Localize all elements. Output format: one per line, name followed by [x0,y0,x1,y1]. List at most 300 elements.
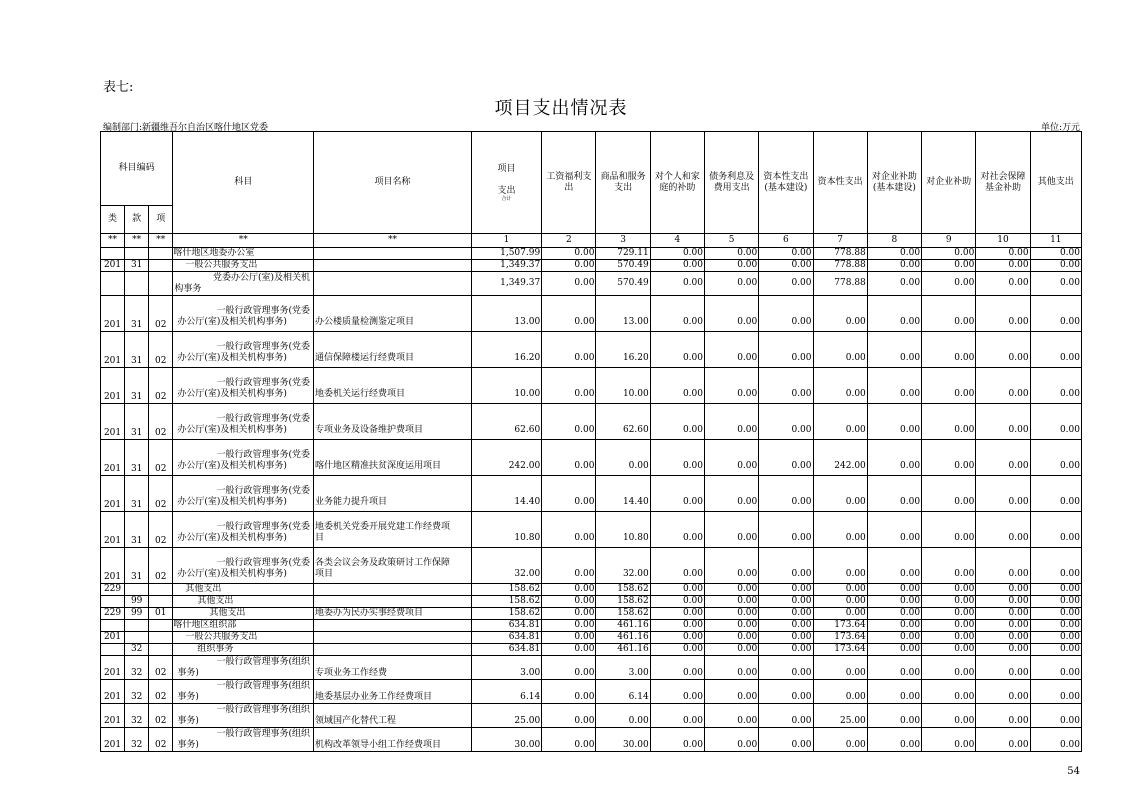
code-xiang [149,272,173,296]
code-kuan [125,632,149,644]
subject-cell: 一般公共服务支出 [173,632,314,644]
amount-cell: 778.88 [813,248,867,260]
amount-cell: 0.00 [542,440,596,476]
header-xiang: 项 [149,206,173,234]
project-name-cell: 机构改革领导小组工作经费项目 [314,728,472,752]
project-line-1: 专项业务及设备维护费项目 [315,425,424,435]
code-kuan: 31 [125,260,149,272]
amount-cell: 10.00 [596,368,650,404]
subject-cell [173,272,314,296]
header-kuan: 款 [125,206,149,234]
code-lei [101,596,125,608]
code-xiang: 02 [149,476,173,512]
amount-cell: 0.00 [922,368,976,404]
amount-cell: 0.00 [650,296,704,332]
amount-cell: 158.62 [596,608,650,620]
amount-cell: 0.00 [813,332,867,368]
table-row [101,548,1082,584]
amount-cell: 13.00 [596,296,650,332]
project-name-cell [314,620,472,632]
amount-cell: 0.00 [542,644,596,656]
code-xiang [149,620,173,632]
code-lei: 201 [101,656,125,680]
amount-cell: 0.00 [813,404,867,440]
subject-cell [173,680,314,704]
header-col: 商品和服务支出 [596,132,650,234]
amount-cell: 0.00 [759,440,813,476]
amount-cell: 0.00 [542,596,596,608]
code-kuan: 31 [125,404,149,440]
amount-cell: 173.64 [813,632,867,644]
code-xiang [149,644,173,656]
project-name-cell [314,272,472,296]
amount-cell: 0.00 [542,512,596,548]
subject-cell: 喀什地区组织部 [173,620,314,632]
subject-line-1: 一般行政管理事务(党委 [216,522,311,532]
amount-cell: 0.00 [867,608,921,620]
table-row [101,476,1082,512]
code-xiang: 02 [149,548,173,584]
amount-cell: 0.00 [650,272,704,296]
header-total-sub: 合计 [501,195,512,202]
column-index: 9 [922,234,976,248]
amount-cell: 0.00 [1030,440,1081,476]
table-number: 表七: [103,80,134,95]
project-name-cell [314,248,472,260]
amount-cell: 0.00 [542,632,596,644]
amount-cell: 570.49 [596,272,650,296]
code-kuan: 32 [125,728,149,752]
subject-cell [173,404,314,440]
amount-cell: 0.00 [867,296,921,332]
amount-cell: 0.00 [650,332,704,368]
amount-cell: 0.00 [759,656,813,680]
code-xiang [149,260,173,272]
subject-cell: 一般公共服务支出 [173,260,314,272]
subject-line-2: 办公厅(室)及相关机构事务) [177,461,287,471]
amount-cell: 0.00 [976,476,1030,512]
amount-cell: 0.00 [1030,584,1081,596]
code-xiang: 02 [149,332,173,368]
amount-cell: 0.00 [759,620,813,632]
amount-cell: 158.62 [596,596,650,608]
amount-cell: 0.00 [542,584,596,596]
amount-cell: 461.16 [596,632,650,644]
amount-cell: 0.00 [704,656,758,680]
amount-cell: 0.00 [704,404,758,440]
subject-line-2: 事务) [177,716,199,726]
amount-cell: 0.00 [976,332,1030,368]
amount-cell: 0.00 [1030,608,1081,620]
amount-cell: 0.00 [976,704,1030,728]
amount-cell: 0.00 [867,728,921,752]
project-name-cell: 专项业务工作经费 [314,656,472,680]
subject-line-1: 一般行政管理事务(党委 [216,342,311,352]
project-line-1: 各类会议会务及政策研讨工作保障 [315,558,451,568]
unit-label: 单位:万元 [1040,123,1080,133]
subject-line-2: 事务) [177,692,199,702]
amount-cell: 0.00 [976,656,1030,680]
amount-cell: 0.00 [813,512,867,548]
amount-cell: 158.62 [471,608,541,620]
code-lei: 229 [101,584,125,596]
amount-cell: 0.00 [1030,704,1081,728]
project-line-1: 地委机关党委开展党建工作经费项 [315,522,451,532]
amount-cell: 0.00 [704,608,758,620]
amount-cell: 0.00 [922,404,976,440]
amount-cell: 0.00 [542,476,596,512]
project-name-cell: 地委办为民办实事经费项目 [314,608,472,620]
table-row [101,644,1082,656]
subject-cell [173,728,314,752]
amount-cell: 0.00 [922,728,976,752]
amount-cell: 0.00 [922,644,976,656]
amount-cell: 0.00 [650,476,704,512]
amount-cell: 0.00 [976,608,1030,620]
amount-cell: 0.00 [976,440,1030,476]
amount-cell: 461.16 [596,620,650,632]
code-lei: 201 [101,728,125,752]
amount-cell: 0.00 [922,296,976,332]
amount-cell: 0.00 [759,596,813,608]
subject-line-2: 办公厅(室)及相关机构事务) [177,569,287,579]
amount-cell: 0.00 [1030,404,1081,440]
code-xiang: 01 [149,608,173,620]
header-col: 资本性支出(基本建设) [759,132,813,234]
amount-cell: 0.00 [867,512,921,548]
table-row [101,632,1082,644]
amount-cell: 0.00 [704,680,758,704]
subject-cell [173,512,314,548]
subject-cell: 喀什地区地委办公室 [173,248,314,260]
code-kuan: 31 [125,512,149,548]
subject-line-2: 办公厅(室)及相关机构事务) [177,533,287,543]
amount-cell: 0.00 [542,728,596,752]
amount-cell: 0.00 [976,584,1030,596]
code-kuan [125,272,149,296]
code-kuan: 99 [125,596,149,608]
code-xiang [149,632,173,644]
amount-cell: 0.00 [922,248,976,260]
project-line-2: 目 [315,533,325,543]
amount-cell: 0.00 [650,608,704,620]
amount-cell: 0.00 [922,656,976,680]
amount-cell: 0.00 [542,656,596,680]
subject-cell [173,368,314,404]
amount-cell: 0.00 [650,596,704,608]
amount-cell: 0.00 [596,704,650,728]
amount-cell: 173.64 [813,644,867,656]
subject-line-1: 一般行政管理事务(党委 [216,414,311,424]
project-name-cell [314,548,472,584]
amount-cell: 0.00 [542,680,596,704]
table-row [101,584,1082,596]
project-name-cell [314,296,472,332]
subject-line-1: 一般行政管理事务(党委 [216,306,311,316]
amount-cell: 0.00 [867,584,921,596]
amount-cell: 32.00 [596,548,650,584]
code-xiang: 02 [149,704,173,728]
code-lei: 201 [101,512,125,548]
amount-cell: 0.00 [759,548,813,584]
header-code: 科目编码 [101,132,173,206]
amount-cell: 0.00 [976,620,1030,632]
amount-cell: 0.00 [922,620,976,632]
subject-line-1: 一般行政管理事务(组织 [216,705,311,715]
code-lei: 201 [101,296,125,332]
table-row [101,512,1082,548]
amount-cell: 0.00 [813,368,867,404]
amount-cell: 0.00 [976,644,1030,656]
amount-cell: 0.00 [759,512,813,548]
subject-line-2: 办公厅(室)及相关机构事务) [177,353,287,363]
amount-cell: 0.00 [650,728,704,752]
project-name-cell [314,440,472,476]
amount-cell: 0.00 [704,368,758,404]
amount-cell: 242.00 [813,440,867,476]
amount-cell: 0.00 [867,368,921,404]
subject-cell [173,476,314,512]
table-row [101,404,1082,440]
project-name-cell [314,512,472,548]
amount-cell: 0.00 [704,620,758,632]
amount-cell: 0.00 [759,368,813,404]
project-line-1: 办公楼质量检测鉴定项目 [315,317,415,327]
amount-cell: 6.14 [596,680,650,704]
code-kuan: 31 [125,440,149,476]
code-xiang: 02 [149,728,173,752]
amount-cell: 0.00 [922,680,976,704]
amount-cell: 14.40 [596,476,650,512]
amount-cell: 0.00 [650,644,704,656]
column-index: 8 [867,234,921,248]
department-label: 编制部门:新疆维吾尔自治区喀什地区党委 [103,123,269,133]
table-row [101,260,1082,272]
amount-cell: 0.00 [704,644,758,656]
subject-line-1: 一般行政管理事务(党委 [216,558,311,568]
amount-cell: 0.00 [922,632,976,644]
amount-cell: 0.00 [976,272,1030,296]
amount-cell: 158.62 [471,584,541,596]
amount-cell: 0.00 [542,296,596,332]
subject-line-2: 构事务 [174,283,202,294]
amount-cell: 0.00 [867,620,921,632]
amount-cell: 0.00 [1030,476,1081,512]
amount-cell: 16.20 [471,332,541,368]
amount-cell: 0.00 [1030,296,1081,332]
column-index: ** [314,234,472,248]
amount-cell: 461.16 [596,644,650,656]
amount-cell: 570.49 [596,260,650,272]
column-index: 6 [759,234,813,248]
amount-cell: 0.00 [867,632,921,644]
amount-cell: 0.00 [650,656,704,680]
amount-cell: 0.00 [922,440,976,476]
amount-cell: 32.00 [471,548,541,584]
table-row [101,608,1082,620]
code-lei: 201 [101,260,125,272]
column-index: 10 [976,234,1030,248]
subject-cell [173,656,314,680]
project-name-cell [314,332,472,368]
amount-cell: 0.00 [542,272,596,296]
project-name-cell [314,368,472,404]
subject-line-1: 一般行政管理事务(组织 [216,729,311,739]
amount-cell: 6.14 [471,680,541,704]
amount-cell: 0.00 [704,548,758,584]
amount-cell: 0.00 [922,596,976,608]
amount-cell: 0.00 [704,728,758,752]
amount-cell: 242.00 [471,440,541,476]
code-kuan: 32 [125,656,149,680]
amount-cell: 0.00 [650,548,704,584]
column-index: 3 [596,234,650,248]
amount-cell: 0.00 [704,296,758,332]
amount-cell: 158.62 [596,584,650,596]
header-project: 项目名称 [314,132,472,234]
amount-cell: 173.64 [813,620,867,632]
table-row [101,440,1082,476]
code-xiang: 02 [149,512,173,548]
code-xiang [149,584,173,596]
amount-cell: 0.00 [922,272,976,296]
subject-line-1: 一般行政管理事务(党委 [216,486,311,496]
amount-cell: 0.00 [976,728,1030,752]
project-line-1: 通信保障楼运行经费项目 [315,353,415,363]
expenditure-table [100,131,1082,752]
amount-cell: 0.00 [542,368,596,404]
amount-cell: 0.00 [1030,728,1081,752]
amount-cell: 0.00 [867,440,921,476]
amount-cell: 0.00 [542,404,596,440]
header-total-mid: 支出 [497,185,516,196]
project-line-2: 项目 [315,569,334,579]
code-lei: 201 [101,632,125,644]
project-name-cell [314,404,472,440]
amount-cell: 0.00 [1030,656,1081,680]
header-col: 对企业补助(基本建设) [867,132,921,234]
code-xiang: 02 [149,440,173,476]
amount-cell: 0.00 [542,608,596,620]
amount-cell: 10.80 [471,512,541,548]
amount-cell: 0.00 [650,404,704,440]
amount-cell: 0.00 [922,548,976,584]
amount-cell: 0.00 [867,704,921,728]
amount-cell: 0.00 [1030,680,1081,704]
amount-cell: 0.00 [1030,272,1081,296]
amount-cell: 0.00 [759,476,813,512]
column-index: ** [125,234,149,248]
code-lei: 201 [101,332,125,368]
amount-cell: 0.00 [542,332,596,368]
amount-cell: 634.81 [471,620,541,632]
column-index: 4 [650,234,704,248]
amount-cell: 25.00 [471,704,541,728]
amount-cell: 0.00 [650,260,704,272]
project-name-cell [314,584,472,596]
amount-cell: 0.00 [922,584,976,596]
amount-cell: 1,507.99 [471,248,541,260]
amount-cell: 0.00 [813,608,867,620]
amount-cell: 0.00 [542,260,596,272]
amount-cell: 0.00 [650,704,704,728]
header-col: 工资福利支出 [542,132,596,234]
amount-cell: 0.00 [759,608,813,620]
amount-cell: 0.00 [542,704,596,728]
amount-cell: 0.00 [650,620,704,632]
amount-cell: 0.00 [976,548,1030,584]
amount-cell: 0.00 [976,512,1030,548]
subject-cell [173,440,314,476]
amount-cell: 0.00 [759,644,813,656]
subject-line-2: 办公厅(室)及相关机构事务) [177,389,287,399]
amount-cell: 0.00 [1030,632,1081,644]
amount-cell: 0.00 [759,296,813,332]
project-name-cell [314,644,472,656]
amount-cell: 0.00 [1030,248,1081,260]
amount-cell: 0.00 [1030,620,1081,632]
amount-cell: 0.00 [867,404,921,440]
amount-cell: 0.00 [867,644,921,656]
amount-cell: 0.00 [867,656,921,680]
header-total [471,132,541,234]
project-name-cell [314,260,472,272]
amount-cell: 0.00 [922,704,976,728]
amount-cell: 0.00 [976,632,1030,644]
subject-line-1: 一般行政管理事务(党委 [216,378,311,388]
project-line-1: 业务能力提升项目 [315,497,388,507]
header-col: 对企业补助 [922,132,976,234]
amount-cell: 0.00 [759,632,813,644]
amount-cell: 16.20 [596,332,650,368]
header-col: 对个人和家庭的补助 [650,132,704,234]
subject-line-2: 事务) [177,668,199,678]
header-col: 资本性支出 [813,132,867,234]
subject-cell: 其他支出 [173,596,314,608]
subject-line-1: 党委办公厅(室)及相关机 [213,272,311,283]
code-lei: 201 [101,548,125,584]
table-row [101,296,1082,332]
code-xiang: 02 [149,680,173,704]
subject-line-2: 办公厅(室)及相关机构事务) [177,317,287,327]
column-index: 5 [704,234,758,248]
amount-cell: 0.00 [542,620,596,632]
amount-cell: 0.00 [976,368,1030,404]
code-kuan: 32 [125,704,149,728]
amount-cell: 0.00 [759,584,813,596]
code-lei: 229 [101,608,125,620]
amount-cell: 0.00 [542,548,596,584]
project-line-1: 喀什地区精准扶贫深度运用项目 [315,461,442,471]
table-row [101,656,1082,680]
code-lei [101,272,125,296]
subject-line-2: 办公厅(室)及相关机构事务) [177,425,287,435]
code-kuan: 99 [125,608,149,620]
amount-cell: 0.00 [867,248,921,260]
amount-cell: 0.00 [867,596,921,608]
header-lei: 类 [101,206,125,234]
amount-cell: 634.81 [471,632,541,644]
code-kuan: 31 [125,332,149,368]
amount-cell: 0.00 [650,632,704,644]
subject-cell [173,332,314,368]
code-lei: 201 [101,704,125,728]
amount-cell: 0.00 [922,608,976,620]
column-index: 1 [471,234,541,248]
subject-line-1: 一般行政管理事务(党委 [216,450,311,460]
amount-cell: 0.00 [704,332,758,368]
amount-cell: 0.00 [650,440,704,476]
